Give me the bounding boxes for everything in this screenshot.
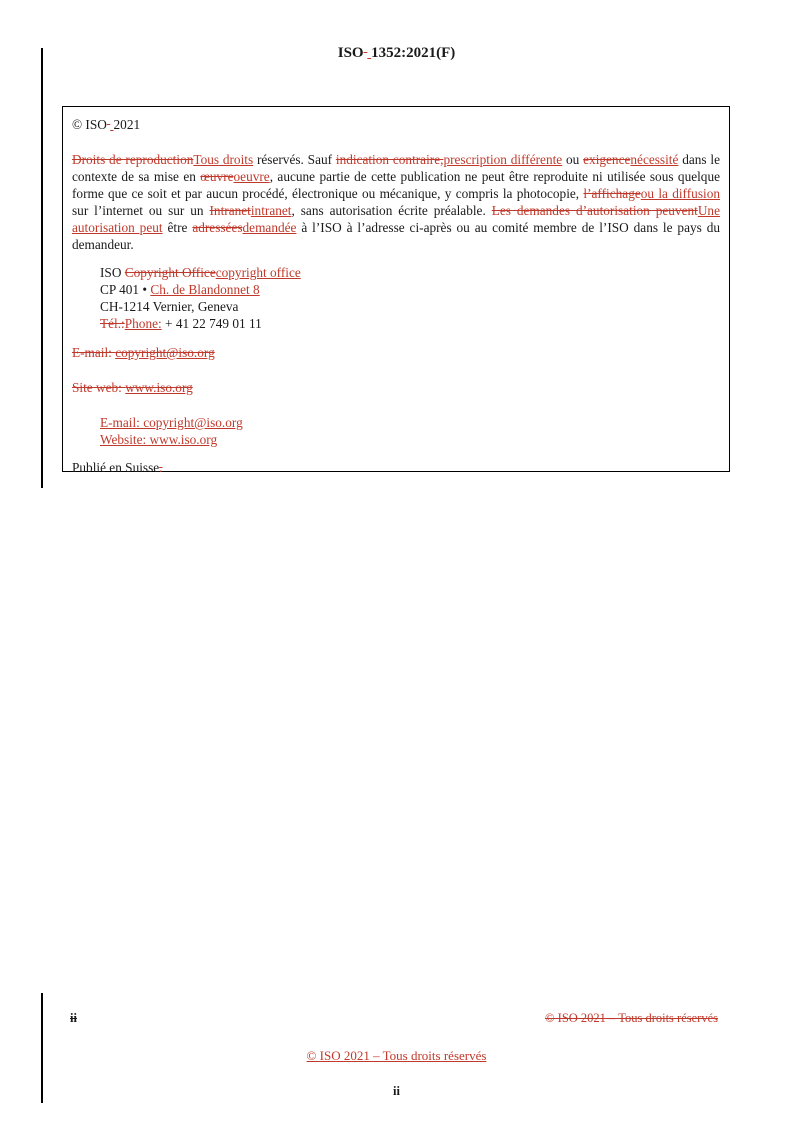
text-run-d: Les demandes d’autorisation peuvent xyxy=(491,203,698,218)
text-run-i: intranet xyxy=(250,203,292,218)
text-run-d: Droits de reproduction xyxy=(72,152,194,167)
text-run-i: copyright office xyxy=(215,265,301,280)
inserted-contact-block xyxy=(100,414,720,448)
text-run-n: être xyxy=(162,220,193,235)
published-in-line xyxy=(72,459,720,476)
text-run-di: www.iso.org xyxy=(125,380,193,395)
footer-copyright-inserted: © ISO 2021 – Tous droits réservés xyxy=(306,1048,487,1063)
text-run-i: nécessité xyxy=(630,152,679,167)
inserted-email-line xyxy=(100,414,720,431)
text-run-i: demandée xyxy=(242,220,297,235)
deleted-website-line xyxy=(72,379,720,396)
text-run-i: Une autorisation peut xyxy=(72,203,720,235)
text-run-d: adressées xyxy=(192,220,243,235)
address-line-city xyxy=(100,298,720,315)
text-run-n: CH-1214 Vernier, Geneva xyxy=(100,299,239,314)
text-run-d: Site web: xyxy=(72,380,126,395)
text-run-i: prescription différente xyxy=(443,152,563,167)
text-run-i: Ch. de Blandonnet 8 xyxy=(150,282,260,297)
footer-row xyxy=(70,1010,718,1026)
text-run-n: + 41 22 749 01 11 xyxy=(161,316,262,331)
text-run-n: , aucune partie de cette publication ne peut être reproduite ni utilisée sous quelque forme que ce soit et par aucun procédé, électronique ou mécanique, y compris la photocopie, xyxy=(72,169,721,201)
text-run-i: ou la diffusion xyxy=(640,186,720,201)
footer-page-number-deleted: ii xyxy=(70,1011,77,1025)
text-run-n: © ISO xyxy=(72,117,107,132)
deleted-email-line xyxy=(72,344,720,361)
text-run-n: réservés. Sauf xyxy=(253,152,336,167)
text-run-i: Website: www.iso.org xyxy=(100,432,218,447)
text-run-d: Tél.: xyxy=(100,316,125,331)
address-line-phone xyxy=(100,315,720,332)
text-run-d: E-mail: xyxy=(72,345,116,360)
text-run-di: copyright@iso.org xyxy=(115,345,215,360)
text-run-d: exigence xyxy=(583,152,631,167)
change-bar-top xyxy=(41,48,43,488)
address-line-office xyxy=(100,264,720,281)
text-run-d: œuvre xyxy=(200,169,234,184)
text-run-n: 1352:2021(F) xyxy=(371,45,456,61)
text-run-n: à l’ISO à l’adresse ci-après ou au comité membre de l’ISO dans le pays du demandeur. xyxy=(72,220,720,252)
text-run-n: 2021 xyxy=(113,117,141,132)
text-run-d: indication contraire, xyxy=(335,152,444,167)
text-run-n: CP 401 • xyxy=(100,282,151,297)
text-run-n: ou xyxy=(562,152,584,167)
text-run-d: l’affichage xyxy=(583,186,641,201)
text-run-d: Intranet xyxy=(209,203,251,218)
footer-copyright-deleted: © ISO 2021 – Tous droits réservés xyxy=(545,1011,718,1025)
text-run-d: Copyright Office xyxy=(124,265,216,280)
text-run-i: Tous droits xyxy=(193,152,254,167)
text-run-n: ISO xyxy=(100,265,125,280)
copyright-notice-box xyxy=(62,106,730,475)
address-line-street xyxy=(100,281,720,298)
iso-address-block xyxy=(100,264,720,332)
text-run-n: , sans autorisation écrite préalable. xyxy=(291,203,492,218)
text-run-n: sur l’internet ou sur un xyxy=(72,203,210,218)
inserted-website-line xyxy=(100,431,720,448)
text-run-i: E-mail: copyright@iso.org xyxy=(100,415,243,430)
text-run-n: ISO xyxy=(337,45,364,61)
text-run-i: Phone: xyxy=(124,316,162,331)
footer-page-number: ii xyxy=(393,1084,400,1098)
text-run-n: Publié en Suisse xyxy=(72,460,160,475)
copyright-year-line xyxy=(72,116,720,133)
text-run-n: dans le contexte de sa mise en xyxy=(72,152,720,184)
page-header-title xyxy=(0,44,793,62)
copyright-body-paragraph xyxy=(72,151,720,253)
text-run-i: oeuvre xyxy=(233,169,270,184)
text-run-d: . xyxy=(159,460,163,475)
